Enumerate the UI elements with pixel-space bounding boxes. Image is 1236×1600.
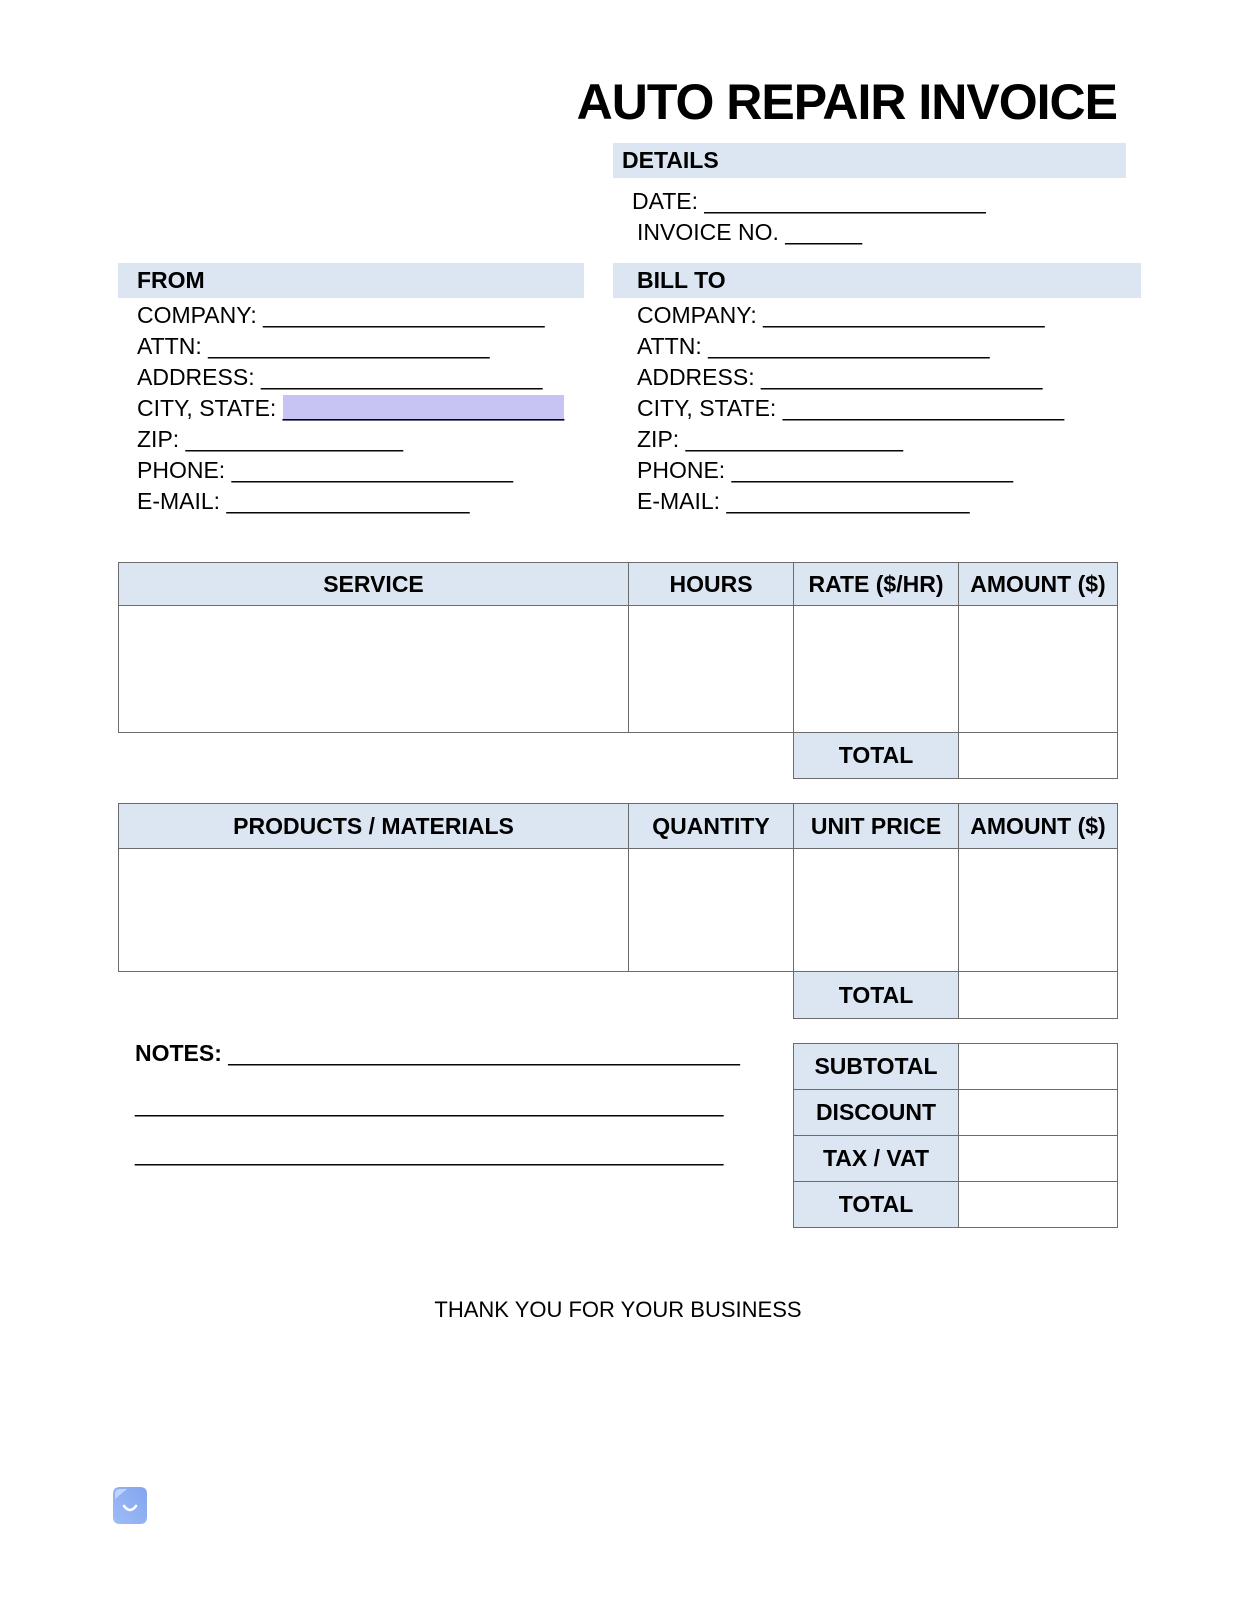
notes-row-2 <box>135 1089 723 1120</box>
date-label: DATE: <box>632 188 699 214</box>
summary-row-discount <box>793 1089 1118 1136</box>
document-smile-icon <box>113 1487 147 1524</box>
notes-label: NOTES: <box>135 1040 222 1066</box>
products-total-row <box>793 971 1118 1019</box>
bill-to-zip-row <box>637 424 1064 455</box>
thank-you-note: THANK YOU FOR YOUR BUSINESS <box>434 1297 802 1322</box>
service-cell-amount[interactable] <box>958 605 1118 733</box>
date-field-row <box>632 186 986 217</box>
service-table-header-row <box>118 562 1118 606</box>
from-phone-row <box>137 455 564 486</box>
invoice-no-blank[interactable]: ______ <box>785 219 862 245</box>
bill-to-phone-blank[interactable]: ______________________ <box>731 457 1013 483</box>
service-total-label: TOTAL <box>793 732 959 779</box>
field-label: E-MAIL: <box>637 488 721 514</box>
from-city-state-blank-selection-highlight[interactable]: ______________________ <box>282 395 565 421</box>
products-col-header-products: PRODUCTS / MATERIALS <box>118 803 629 849</box>
from-company-blank[interactable]: ______________________ <box>263 302 545 328</box>
field-label: ATTN: <box>137 333 202 359</box>
from-section-header <box>118 263 584 298</box>
bill-to-company-row <box>637 300 1064 331</box>
summary-row-subtotal <box>793 1043 1118 1090</box>
bill-to-phone-row <box>637 455 1064 486</box>
from-company-row <box>137 300 564 331</box>
from-phone-blank[interactable]: ______________________ <box>231 457 513 483</box>
from-header-label: FROM <box>137 267 205 293</box>
service-table <box>118 562 1118 733</box>
tax-vat-value[interactable] <box>958 1135 1118 1182</box>
field-label: CITY, STATE: <box>137 395 277 421</box>
from-fields <box>137 300 564 517</box>
field-label: COMPANY: <box>137 302 257 328</box>
notes-row-3 <box>135 1138 723 1169</box>
bill-to-section-header <box>613 263 1141 298</box>
from-attn-blank[interactable]: ______________________ <box>208 333 490 359</box>
field-label: ZIP: <box>137 426 180 452</box>
notes-row-1 <box>135 1038 740 1069</box>
service-col-header-rate: RATE ($/HR) <box>793 562 959 606</box>
field-label: ZIP: <box>637 426 680 452</box>
summary-row-total <box>793 1181 1118 1228</box>
field-label: CITY, STATE: <box>637 395 777 421</box>
products-col-header-amount: AMOUNT ($) <box>958 803 1118 849</box>
field-label: ADDRESS: <box>137 364 255 390</box>
from-attn-row <box>137 331 564 362</box>
subtotal-value[interactable] <box>958 1043 1118 1090</box>
products-cell-amount[interactable] <box>958 848 1118 972</box>
products-total-label: TOTAL <box>793 971 959 1019</box>
field-label: ATTN: <box>637 333 702 359</box>
products-col-header-quantity: QUANTITY <box>628 803 794 849</box>
details-section-header <box>613 143 1126 178</box>
field-label: COMPANY: <box>637 302 757 328</box>
bill-to-fields <box>637 300 1064 517</box>
tax-vat-label: TAX / VAT <box>793 1135 959 1182</box>
field-label: PHONE: <box>637 457 726 483</box>
field-label: ADDRESS: <box>637 364 755 390</box>
discount-value[interactable] <box>958 1089 1118 1136</box>
products-col-header-unit-price: UNIT PRICE <box>793 803 959 849</box>
notes-blank-3[interactable]: ______________________________________________ <box>135 1140 724 1166</box>
products-total-value[interactable] <box>958 971 1118 1019</box>
bill-to-attn-row <box>637 331 1064 362</box>
field-label: PHONE: <box>137 457 226 483</box>
bill-to-header-label: BILL TO <box>637 267 726 293</box>
products-cell-products[interactable] <box>118 848 629 972</box>
grand-total-label: TOTAL <box>793 1181 959 1228</box>
service-col-header-amount: AMOUNT ($) <box>958 562 1118 606</box>
bill-to-email-blank[interactable]: ___________________ <box>726 488 970 514</box>
bill-to-attn-blank[interactable]: ______________________ <box>708 333 990 359</box>
field-label: E-MAIL: <box>137 488 221 514</box>
service-total-row <box>793 732 1118 779</box>
from-address-blank[interactable]: ______________________ <box>260 364 543 390</box>
notes-blank-2[interactable]: ______________________________________________ <box>135 1091 724 1117</box>
bill-to-address-row <box>637 362 1064 393</box>
products-table <box>118 803 1118 972</box>
bill-to-zip-blank[interactable]: _________________ <box>685 426 904 452</box>
discount-label: DISCOUNT <box>793 1089 959 1136</box>
page-title: AUTO REPAIR INVOICE <box>576 74 1117 130</box>
details-header-label: DETAILS <box>622 147 719 173</box>
products-table-body-row <box>118 848 1118 972</box>
subtotal-label: SUBTOTAL <box>793 1043 959 1090</box>
bill-to-address-blank[interactable]: ______________________ <box>760 364 1043 390</box>
bill-to-email-row <box>637 486 1064 517</box>
bill-to-company-blank[interactable]: ______________________ <box>763 302 1045 328</box>
from-zip-blank[interactable]: _________________ <box>185 426 404 452</box>
products-cell-unit-price[interactable] <box>793 848 959 972</box>
bill-to-city-state-blank[interactable]: ______________________ <box>782 395 1065 421</box>
from-city-state-row <box>137 393 564 424</box>
invoice-no-field-row <box>637 217 862 248</box>
invoice-no-label: INVOICE NO. <box>637 219 779 245</box>
products-cell-quantity[interactable] <box>628 848 794 972</box>
service-col-header-hours: HOURS <box>628 562 794 606</box>
bill-to-city-state-row <box>637 393 1064 424</box>
summary-row-tax-vat <box>793 1135 1118 1182</box>
from-address-row <box>137 362 564 393</box>
service-table-body-row <box>118 605 1118 733</box>
from-email-row <box>137 486 564 517</box>
summary-table <box>793 1043 1118 1228</box>
service-cell-hours[interactable] <box>628 605 794 733</box>
service-total-value[interactable] <box>958 732 1118 779</box>
from-email-blank[interactable]: ___________________ <box>226 488 470 514</box>
service-col-header-service: SERVICE <box>118 562 629 606</box>
products-table-header-row <box>118 803 1118 849</box>
notes-blank-1[interactable]: ________________________________________ <box>228 1040 740 1066</box>
from-zip-row <box>137 424 564 455</box>
service-cell-service[interactable] <box>118 605 629 733</box>
service-cell-rate[interactable] <box>793 605 959 733</box>
date-blank[interactable]: ______________________ <box>704 188 986 214</box>
grand-total-value[interactable] <box>958 1181 1118 1228</box>
